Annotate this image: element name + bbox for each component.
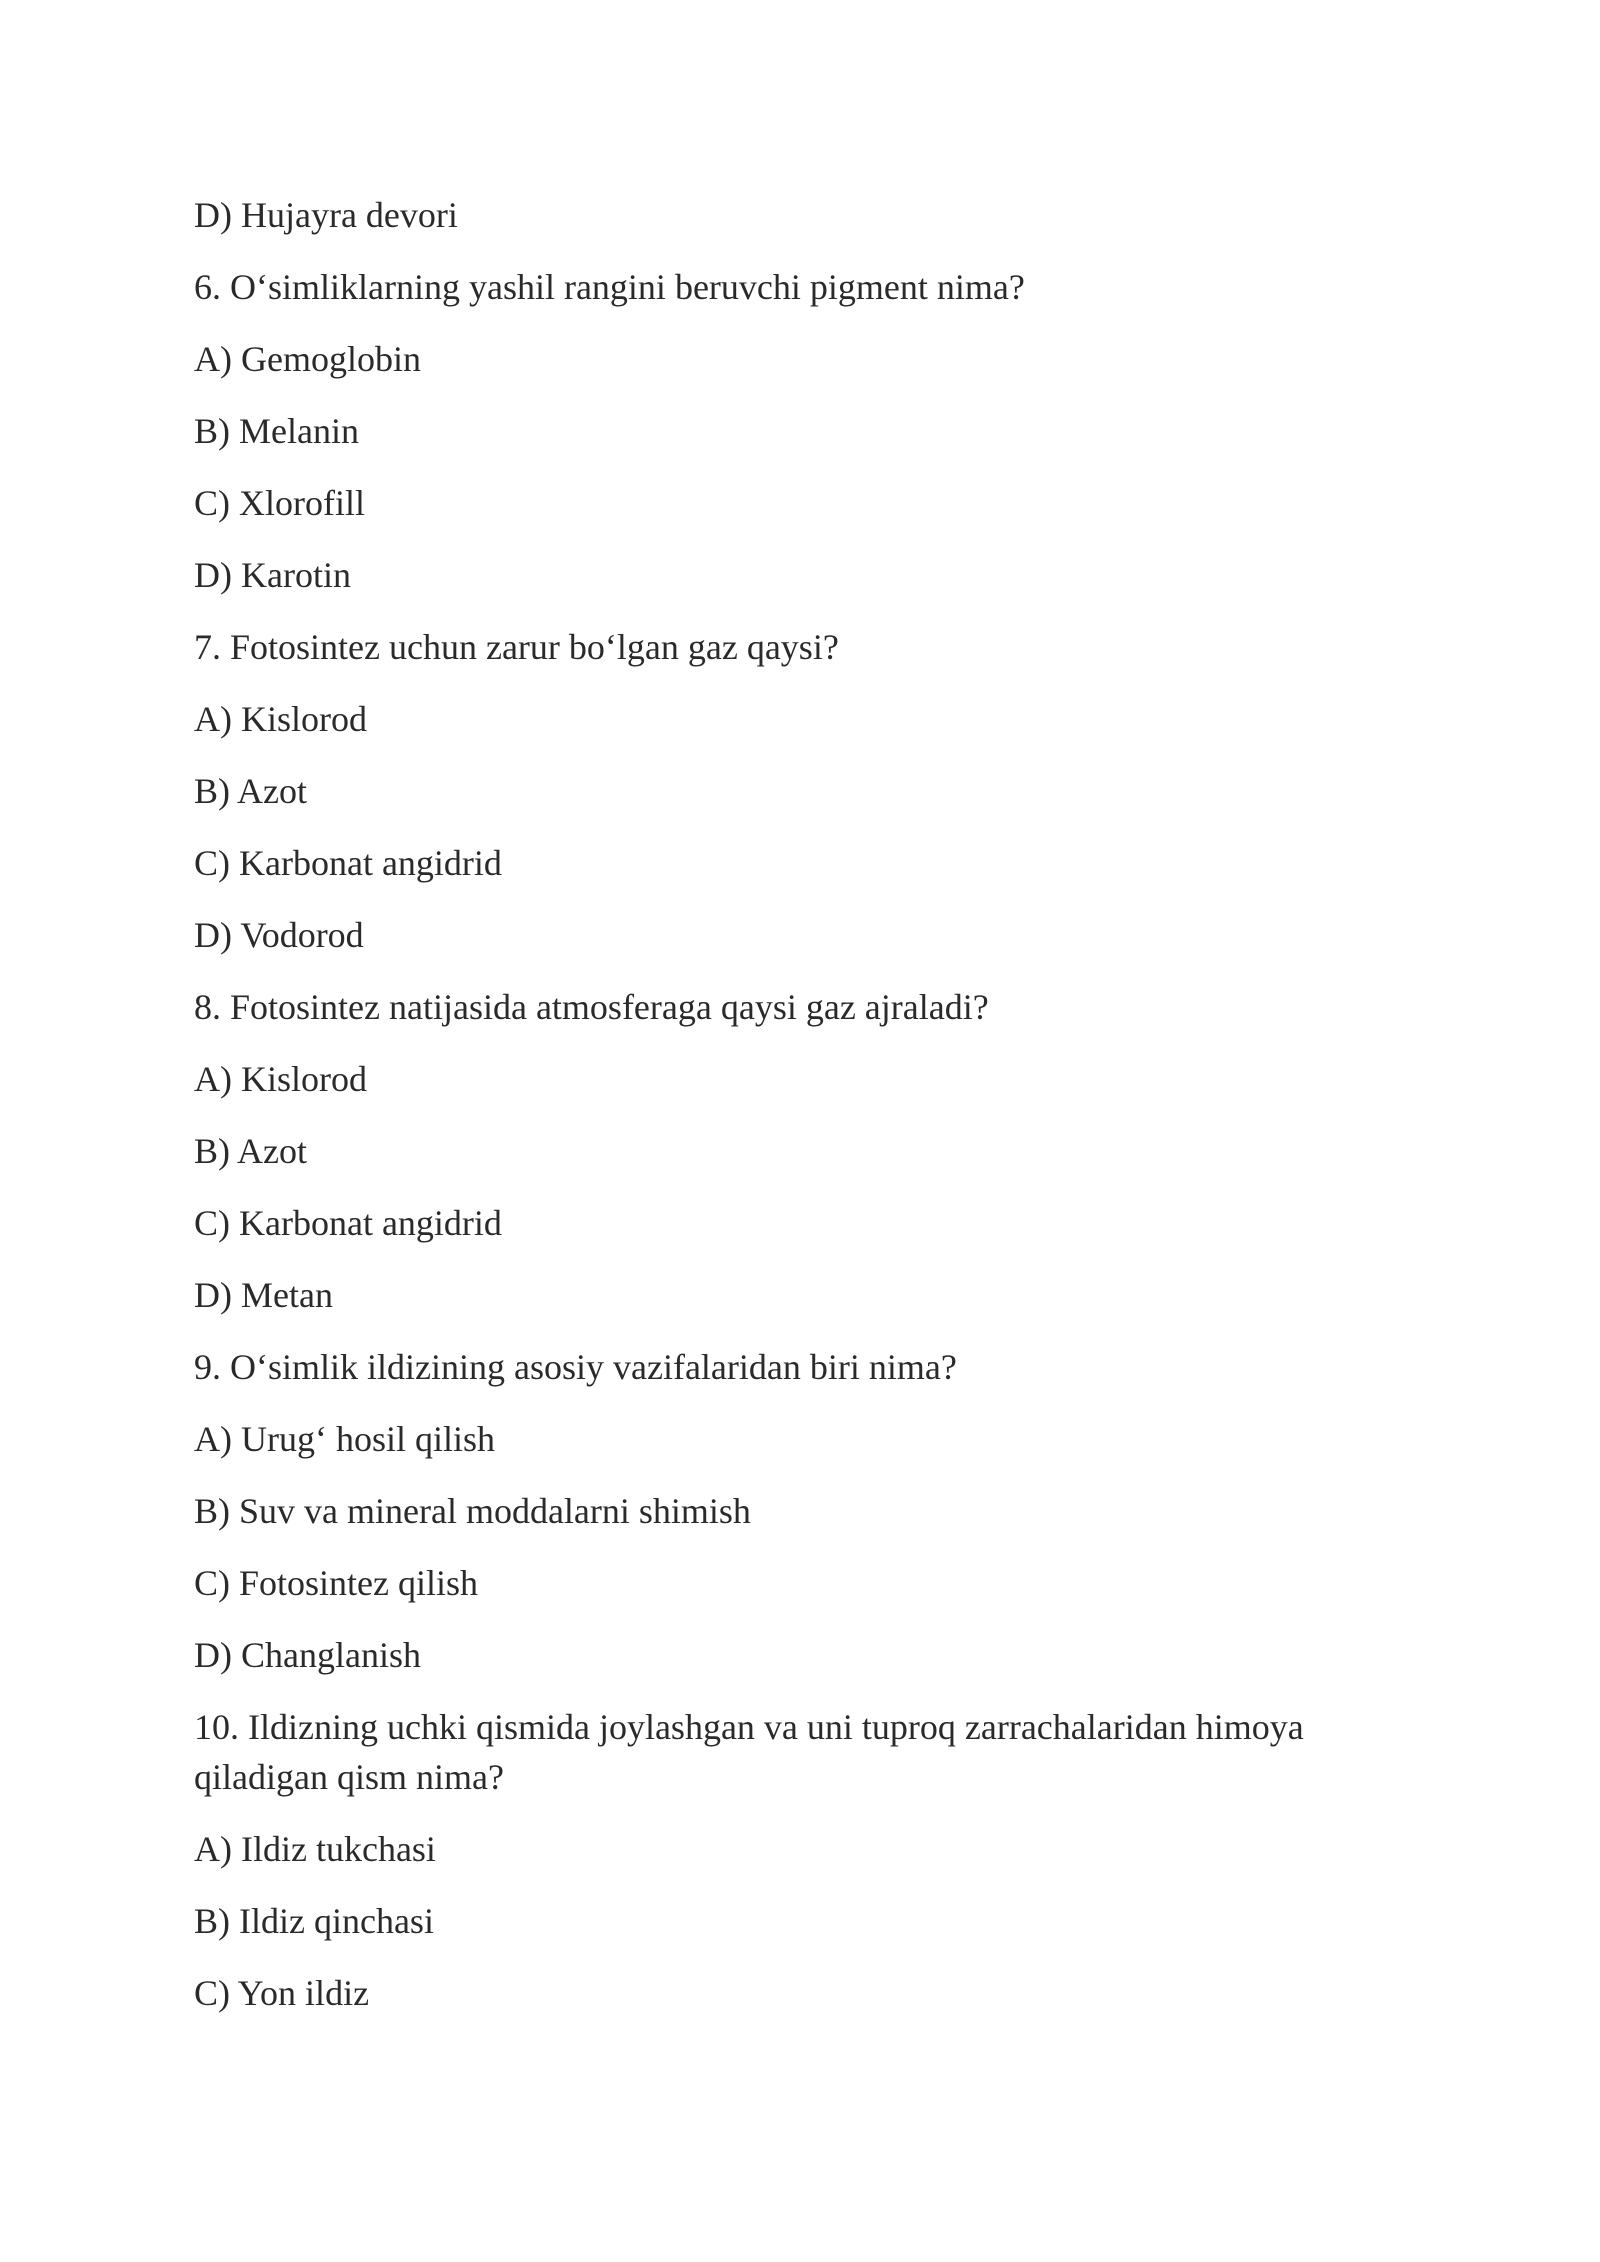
answer-option: D) Changlanish <box>194 1635 421 1675</box>
answer-option: B) Ildiz qinchasi <box>194 1901 434 1941</box>
answer-option: D) Hujayra devori <box>194 195 458 235</box>
answer-option: C) Fotosintez qilish <box>194 1563 479 1603</box>
question-text: 7. Fotosintez uchun zarur bo‘lgan gaz qaysi? <box>194 627 839 667</box>
answer-option: D) Vodorod <box>194 915 364 955</box>
question-text: 6. O‘simliklarning yashil rangini beruvchi pigment nima? <box>194 267 1025 307</box>
answer-option: A) Urug‘ hosil qilish <box>194 1419 495 1459</box>
answer-option: A) Gemoglobin <box>194 339 421 379</box>
answer-option: B) Azot <box>194 1131 307 1171</box>
answer-option: D) Karotin <box>194 555 351 595</box>
answer-option: A) Ildiz tukchasi <box>194 1829 436 1869</box>
answer-option: A) Kislorod <box>194 699 367 739</box>
answer-option: D) Metan <box>194 1275 333 1315</box>
document-page <box>194 190 1424 2040</box>
answer-option: B) Azot <box>194 771 307 811</box>
answer-option: C) Yon ildiz <box>194 1973 370 2013</box>
question-text: 8. Fotosintez natijasida atmosferaga qaysi gaz ajraladi? <box>194 987 989 1027</box>
answer-option: C) Xlorofill <box>194 483 365 523</box>
answer-option: C) Karbonat angidrid <box>194 843 502 883</box>
answer-option: A) Kislorod <box>194 1059 367 1099</box>
answer-option: B) Suv va mineral moddalarni shimish <box>194 1491 751 1531</box>
answer-option: B) Melanin <box>194 411 359 451</box>
question-text: 9. O‘simlik ildizining asosiy vazifalaridan biri nima? <box>194 1347 957 1387</box>
answer-option: C) Karbonat angidrid <box>194 1203 502 1243</box>
question-text: 10. Ildizning uchki qismida joylashgan va uni tuproq zarrachalaridan himoya qiladigan qism nima? <box>194 1707 1304 1797</box>
